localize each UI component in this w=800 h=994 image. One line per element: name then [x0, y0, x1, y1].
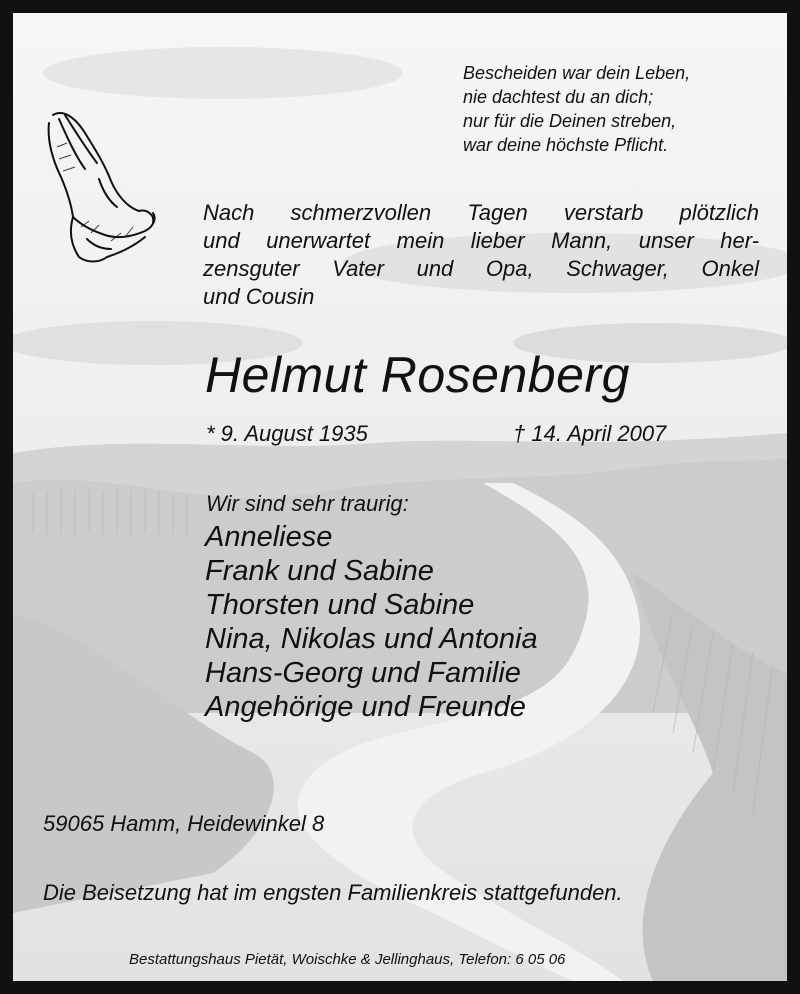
mourners-heading: Wir sind sehr traurig: — [206, 491, 409, 516]
mourner-name: Frank und Sabine — [205, 555, 434, 587]
mourner-name: Anneliese — [205, 521, 333, 553]
announcement-line: zensguter Vater und Opa, Schwager, Onkel — [203, 256, 759, 281]
poem-line: nie dachtest du an dich; — [463, 87, 654, 107]
poem — [463, 61, 690, 157]
birth-date: * 9. August 1935 — [206, 421, 368, 446]
funeral-home-footer: Bestattungshaus Pietät, Woischke & Jellinghaus, Telefon: 6 05 06 — [129, 951, 566, 968]
announcement-line: und unerwartet mein lieber Mann, unser her- — [203, 228, 759, 253]
death-date: † 14. April 2007 — [513, 421, 667, 446]
poem-line: war deine höchste Pflicht. — [463, 135, 669, 155]
praying-hands-icon — [41, 107, 159, 267]
deceased-name: Helmut Rosenberg — [205, 347, 630, 403]
poem-line: nur für die Deinen streben, — [463, 111, 677, 131]
announcement-line: und Cousin — [203, 284, 315, 309]
mourner-name: Thorsten und Sabine — [205, 589, 475, 621]
mourners-list — [205, 520, 538, 724]
announcement-line: Nach schmerzvollen Tagen verstarb plötzlich — [203, 200, 759, 225]
mourner-name: Hans-Georg und Familie — [205, 657, 521, 689]
mourner-name: Angehörige und Freunde — [205, 691, 526, 723]
mourner-name: Nina, Nikolas und Antonia — [205, 623, 538, 655]
family-address: 59065 Hamm, Heidewinkel 8 — [43, 811, 325, 836]
poem-line: Bescheiden war dein Leben, — [463, 63, 691, 83]
announcement-text — [203, 199, 759, 311]
burial-note: Die Beisetzung hat im engsten Familienkreis stattgefunden. — [43, 880, 623, 905]
